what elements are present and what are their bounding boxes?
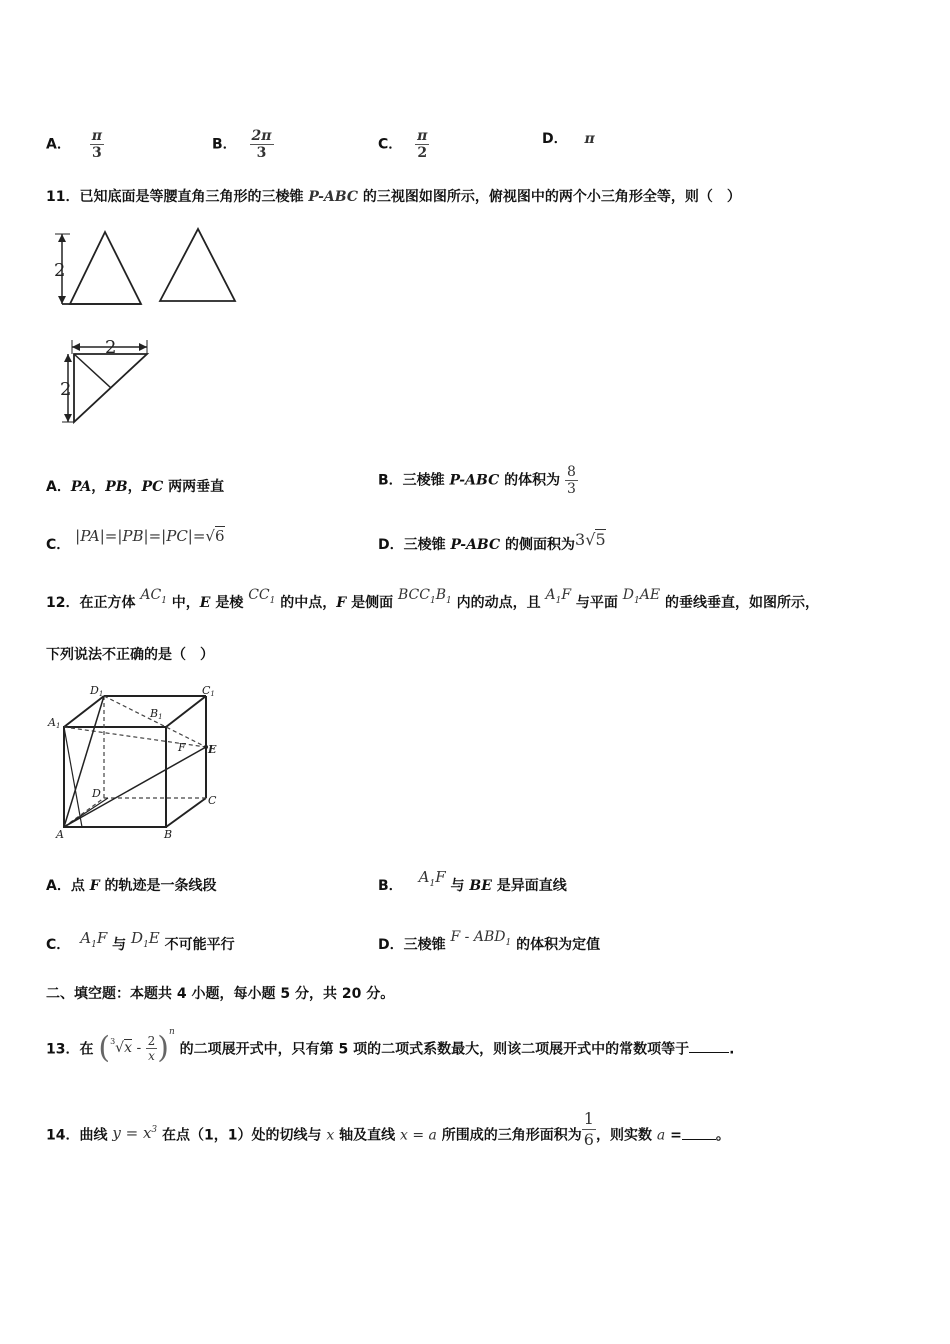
q10-option-a-fraction: $\frac{\pi}{3}$: [91, 128, 102, 161]
q10-option-b: [212, 128, 274, 161]
q10-option-c-label: C．: [378, 136, 403, 153]
q11-option-c-expr: |PA|=|PB|=|PC|=: [75, 527, 206, 545]
top-view-inner-line: [74, 354, 111, 388]
line-a-f-proj: [64, 798, 108, 827]
front-view-triangle: [70, 232, 141, 304]
label-d: D: [92, 787, 101, 800]
q14-stem: 14．曲线 $y = x^3$ 在点（1，1）处的切线与 x 轴及直线 x = a 所围成的三角形面积为 $\frac{1}{6}$ ，则实数 a = 。: [46, 1109, 730, 1149]
q12-option-d: D．三棱锥 F - $ABD_1$ 的体积为定值: [378, 929, 601, 953]
q12-stem-line1: 12．在正方体 $AC_1$ 中，E 是棱 $CC_1$ 的中点，F 是侧面 $BCC_1B_1$ 内的动点，且 $A_1F$ 与平面 $D_1AE$ 的垂线垂直，如图所示，: [46, 587, 819, 611]
q13-stem: 13．在 ($^3$√x - $\frac{2}{x}$ )$^n$ 的二项展开式中，只有第 5 项的二项式系数最大，则该二项展开式中的常数项等于 .: [46, 1027, 735, 1066]
cube-edge-bc: [166, 798, 206, 827]
q11-option-b: B．三棱锥 P-ABC 的体积为 $\frac{8}{3}$: [378, 464, 576, 497]
q10-option-d: [542, 128, 595, 148]
q11-option-c-sqrt: √6: [205, 527, 225, 545]
q10-option-b-fraction: $\frac{2\pi}{3}$: [251, 128, 272, 161]
label-d1: D1: [90, 684, 104, 698]
label-b: B: [164, 828, 173, 841]
label-c1: C1: [202, 684, 215, 698]
q11-dim-width: 2: [105, 337, 117, 358]
q10-option-a-label: A．: [46, 136, 71, 153]
q11-dim-depth: 2: [60, 379, 72, 400]
q11-stem: 11．已知底面是等腰直角三角形的三棱锥 P-ABC 的三视图如图所示，俯视图中的两个小三角形全等，则（ ）: [46, 189, 741, 205]
q14-fraction: $\frac{1}{6}$: [583, 1109, 594, 1149]
section-heading: 二、填空题：本题共 4 小题，每小题 5 分，共 20 分。: [46, 986, 395, 1002]
q11-option-b-fraction: $\frac{8}{3}$: [566, 464, 576, 497]
q10-option-c: [378, 128, 429, 161]
q11-dim-height: 2: [54, 260, 66, 281]
top-dim-arrow-up: [64, 354, 72, 362]
q10-option-d-value: π: [584, 131, 595, 147]
label-a: A: [56, 828, 64, 841]
q11-option-a: A．PA，PB，PC 两两垂直: [46, 479, 225, 495]
label-a1: A1: [48, 716, 61, 730]
cube-edge-b1c1: [166, 696, 206, 727]
q12-option-b: B． $A_1F$ 与 BE 是异面直线: [378, 868, 567, 894]
q10-option-b-label: B．: [212, 136, 237, 153]
q11-three-view-figure: [50, 222, 250, 432]
q11-option-d: D．三棱锥 P-ABC 的侧面积为3√5: [378, 530, 606, 553]
top-dim-arrow-right: [139, 343, 147, 351]
side-view-triangle: [160, 229, 235, 301]
q11-option-d-value: 3√5: [575, 530, 606, 549]
q13-fraction: $\frac{2}{x}$: [147, 1033, 156, 1063]
label-e: E: [208, 743, 217, 756]
q12-option-c: C． $A_1F$ 与 $D_1E$ 不可能平行: [46, 929, 235, 953]
top-dim-arrow-left: [72, 343, 80, 351]
top-dim-arrow-down: [64, 414, 72, 422]
q12-option-a: A．点 F 的轨迹是一条线段: [46, 878, 217, 894]
front-dim-arrow-top: [58, 234, 66, 242]
q12-cube-figure: [46, 680, 236, 845]
front-dim-arrow-bottom: [58, 296, 66, 304]
q10-option-d-label: D．: [542, 131, 568, 147]
q13-binomial: ($^3$√x - $\frac{2}{x}$ )$^n$: [98, 1027, 175, 1066]
q10-option-c-fraction: $\frac{\pi}{2}$: [417, 128, 428, 161]
q13-answer-blank[interactable]: [689, 1052, 729, 1053]
q14-answer-blank[interactable]: [682, 1139, 716, 1140]
label-b1: B1: [150, 707, 163, 721]
cube-edge-a1d1: [64, 696, 104, 727]
q11-option-c: C． |PA|=|PB|=|PC|=√6: [46, 527, 225, 553]
q12-stem-line2: 下列说法不正确的是（ ）: [46, 647, 214, 663]
label-c: C: [208, 794, 217, 807]
q10-option-a: [46, 128, 104, 161]
label-f: F: [178, 741, 186, 754]
